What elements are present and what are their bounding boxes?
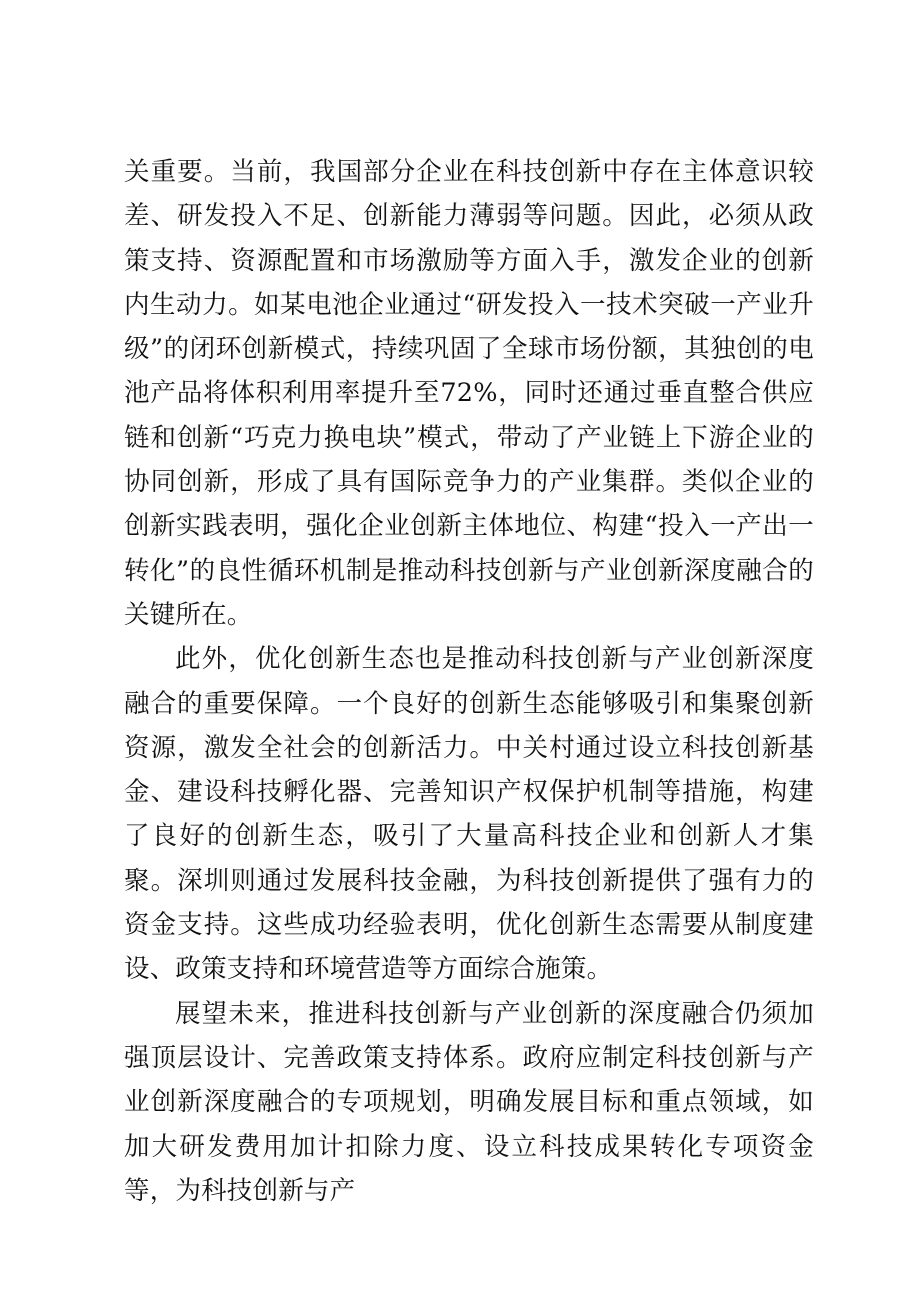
document-body — [124, 150, 814, 1213]
paragraph-continued: 关重要。当前，我国部分企业在科技创新中存在主体意识较差、研发投入不足、创新能力薄弱等问题。因此，必须从政策支持、资源配置和市场激励等方面入手，激发企业的创新内生动力。如某电池企业通过“研发投入一技术突破一产业升级”的闭环创新模式，持续巩固了全球市场份额，其独创的电池产品将体积利用率提升至72%，同时还通过垂直整合供应链和创新“巧克力换电块”模式，带动了产业链上下游企业的协同创新，形成了具有国际竞争力的产业集群。类似企业的创新实践表明，强化企业创新主体地位、构建“投入一产出一转化”的良性循环机制是推动科技创新与产业创新深度融合的关键所在。 — [124, 157, 814, 630]
paragraph-future-outlook: 展望未来，推进科技创新与产业创新的深度融合仍须加强顶层设计、完善政策支持体系。政府应制定科技创新与产业创新深度融合的专项规划，明确发展目标和重点领域，如加大研发费用加计扣除力度、设立科技成果转化专项资金等，为科技创新与产 — [124, 998, 814, 1206]
paragraph-innovation-ecosystem: 此外，优化创新生态也是推动科技创新与产业创新深度融合的重要保障。一个良好的创新生态能够吸引和集聚创新资源，激发全社会的创新活力。中关村通过设立科技创新基金、建设科技孵化器、完善知识产权保护机制等措施，构建了良好的创新生态，吸引了大量高科技企业和创新人才集聚。深圳则通过发展科技金融，为科技创新提供了强有力的资金支持。这些成功经验表明，优化创新生态需要从制度建设、政策支持和环境营造等方面综合施策。 — [124, 644, 814, 985]
